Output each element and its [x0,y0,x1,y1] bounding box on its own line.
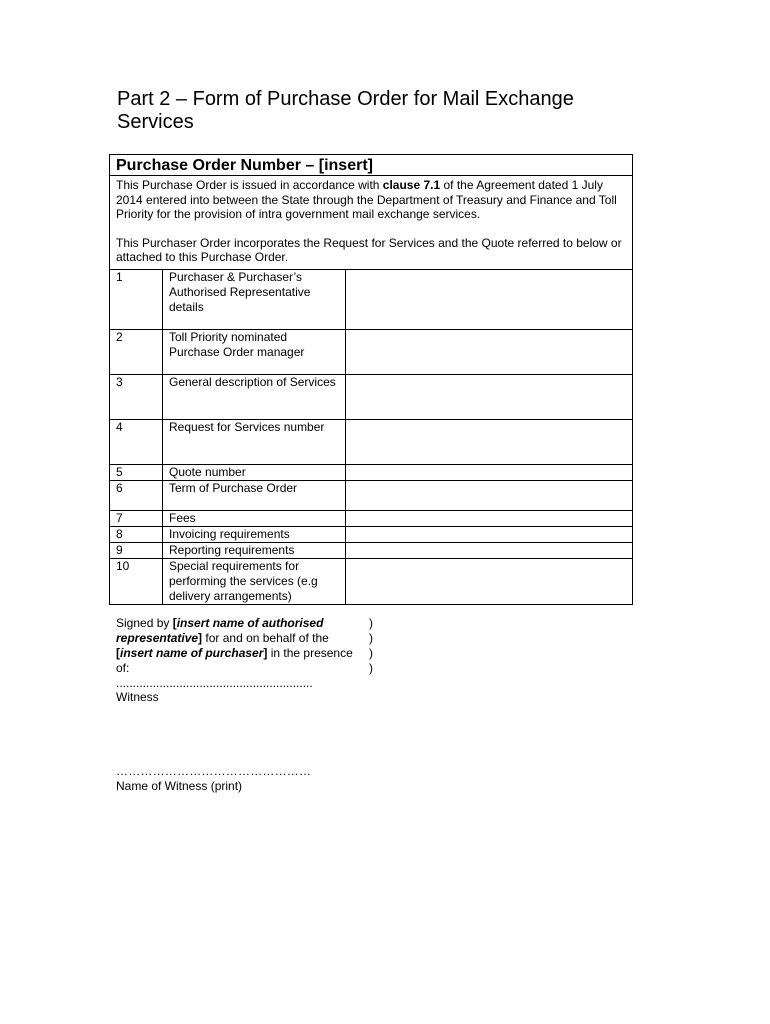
item-label: General description of Services [163,375,346,420]
authorised-rep-placeholder: insert name of authorised representative [116,616,324,645]
intro-paragraph-2: This Purchaser Order incorporates the Request for Services and the Quote referred to below or attached to this Purchase Order. [116,235,622,265]
purchase-order-form [109,154,633,605]
purchase-order-items-table [110,269,632,604]
item-label: Purchaser & Purchaser’s Authorised Representative details [163,270,346,330]
paren: ) [369,616,373,630]
table-row [110,511,632,527]
purchase-order-intro [110,176,632,269]
bracket: [ [116,646,120,660]
table-row [110,420,632,465]
table-row [110,543,632,559]
purchase-order-number-header: Purchase Order Number – [insert] [110,155,632,176]
item-value-field[interactable] [346,511,633,527]
witness-label: Witness [116,690,159,704]
item-value-field[interactable] [346,375,633,420]
behalf-text: for and on behalf of the [202,631,329,645]
item-label: Fees [163,511,346,527]
item-value-field[interactable] [346,481,633,511]
intro-text: This Purchase Order is issued in accordance with [116,178,383,192]
item-value-field[interactable] [346,420,633,465]
table-row [110,527,632,543]
bracket: ] [263,646,268,660]
item-label: Request for Services number [163,420,346,465]
page-title: Part 2 – Form of Purchase Order for Mail Exchange Services [117,88,574,133]
bracket: ] [198,631,203,645]
clause-reference: clause 7.1 [382,178,441,192]
item-label: Toll Priority nominated Purchase Order manager [163,330,346,375]
item-number: 10 [110,559,163,605]
item-value-field[interactable] [346,330,633,375]
intro-paragraph-1 [116,178,626,222]
witness-signature-line[interactable]: ........................................................... [116,676,313,690]
signature-block [116,616,356,676]
table-row [110,559,632,605]
purchaser-placeholder: insert name of purchaser [120,646,264,660]
witness-name-line[interactable]: ………………………………………… [116,764,312,778]
item-value-field[interactable] [346,543,633,559]
item-number: 5 [110,465,163,481]
table-row [110,375,632,420]
table-row [110,481,632,511]
item-value-field[interactable] [346,527,633,543]
presence-text: in the presence of: [116,646,353,675]
table-row [110,330,632,375]
item-label: Invoicing requirements [163,527,346,543]
item-value-field[interactable] [346,465,633,481]
item-label: Term of Purchase Order [163,481,346,511]
witness-name-label: Name of Witness (print) [116,779,243,793]
signed-by-text [116,616,356,676]
item-label: Special requirements for performing the services (e.g delivery arrangements) [163,559,346,605]
table-row [110,465,632,481]
item-number: 2 [110,330,163,375]
signed-by-label: Signed by [116,616,173,630]
item-number: 8 [110,527,163,543]
item-label: Quote number [163,465,346,481]
item-number: 6 [110,481,163,511]
item-number: 7 [110,511,163,527]
signature-parens [369,616,373,676]
item-number: 3 [110,375,163,420]
bracket: [ [172,616,177,630]
item-value-field[interactable] [346,559,633,605]
item-label: Reporting requirements [163,543,346,559]
item-value-field[interactable] [346,270,633,330]
item-number: 1 [110,270,163,330]
table-row [110,270,632,330]
paren: ) [369,646,373,660]
paren: ) [369,661,373,675]
intro-text: of the Agreement dated 1 July 2014 entered into between the State through the Department of Treasury and Finance and Toll Priority for the provision of intra government mail exchange services. [116,178,617,222]
item-number: 4 [110,420,163,465]
paren: ) [369,631,373,645]
item-number: 9 [110,543,163,559]
